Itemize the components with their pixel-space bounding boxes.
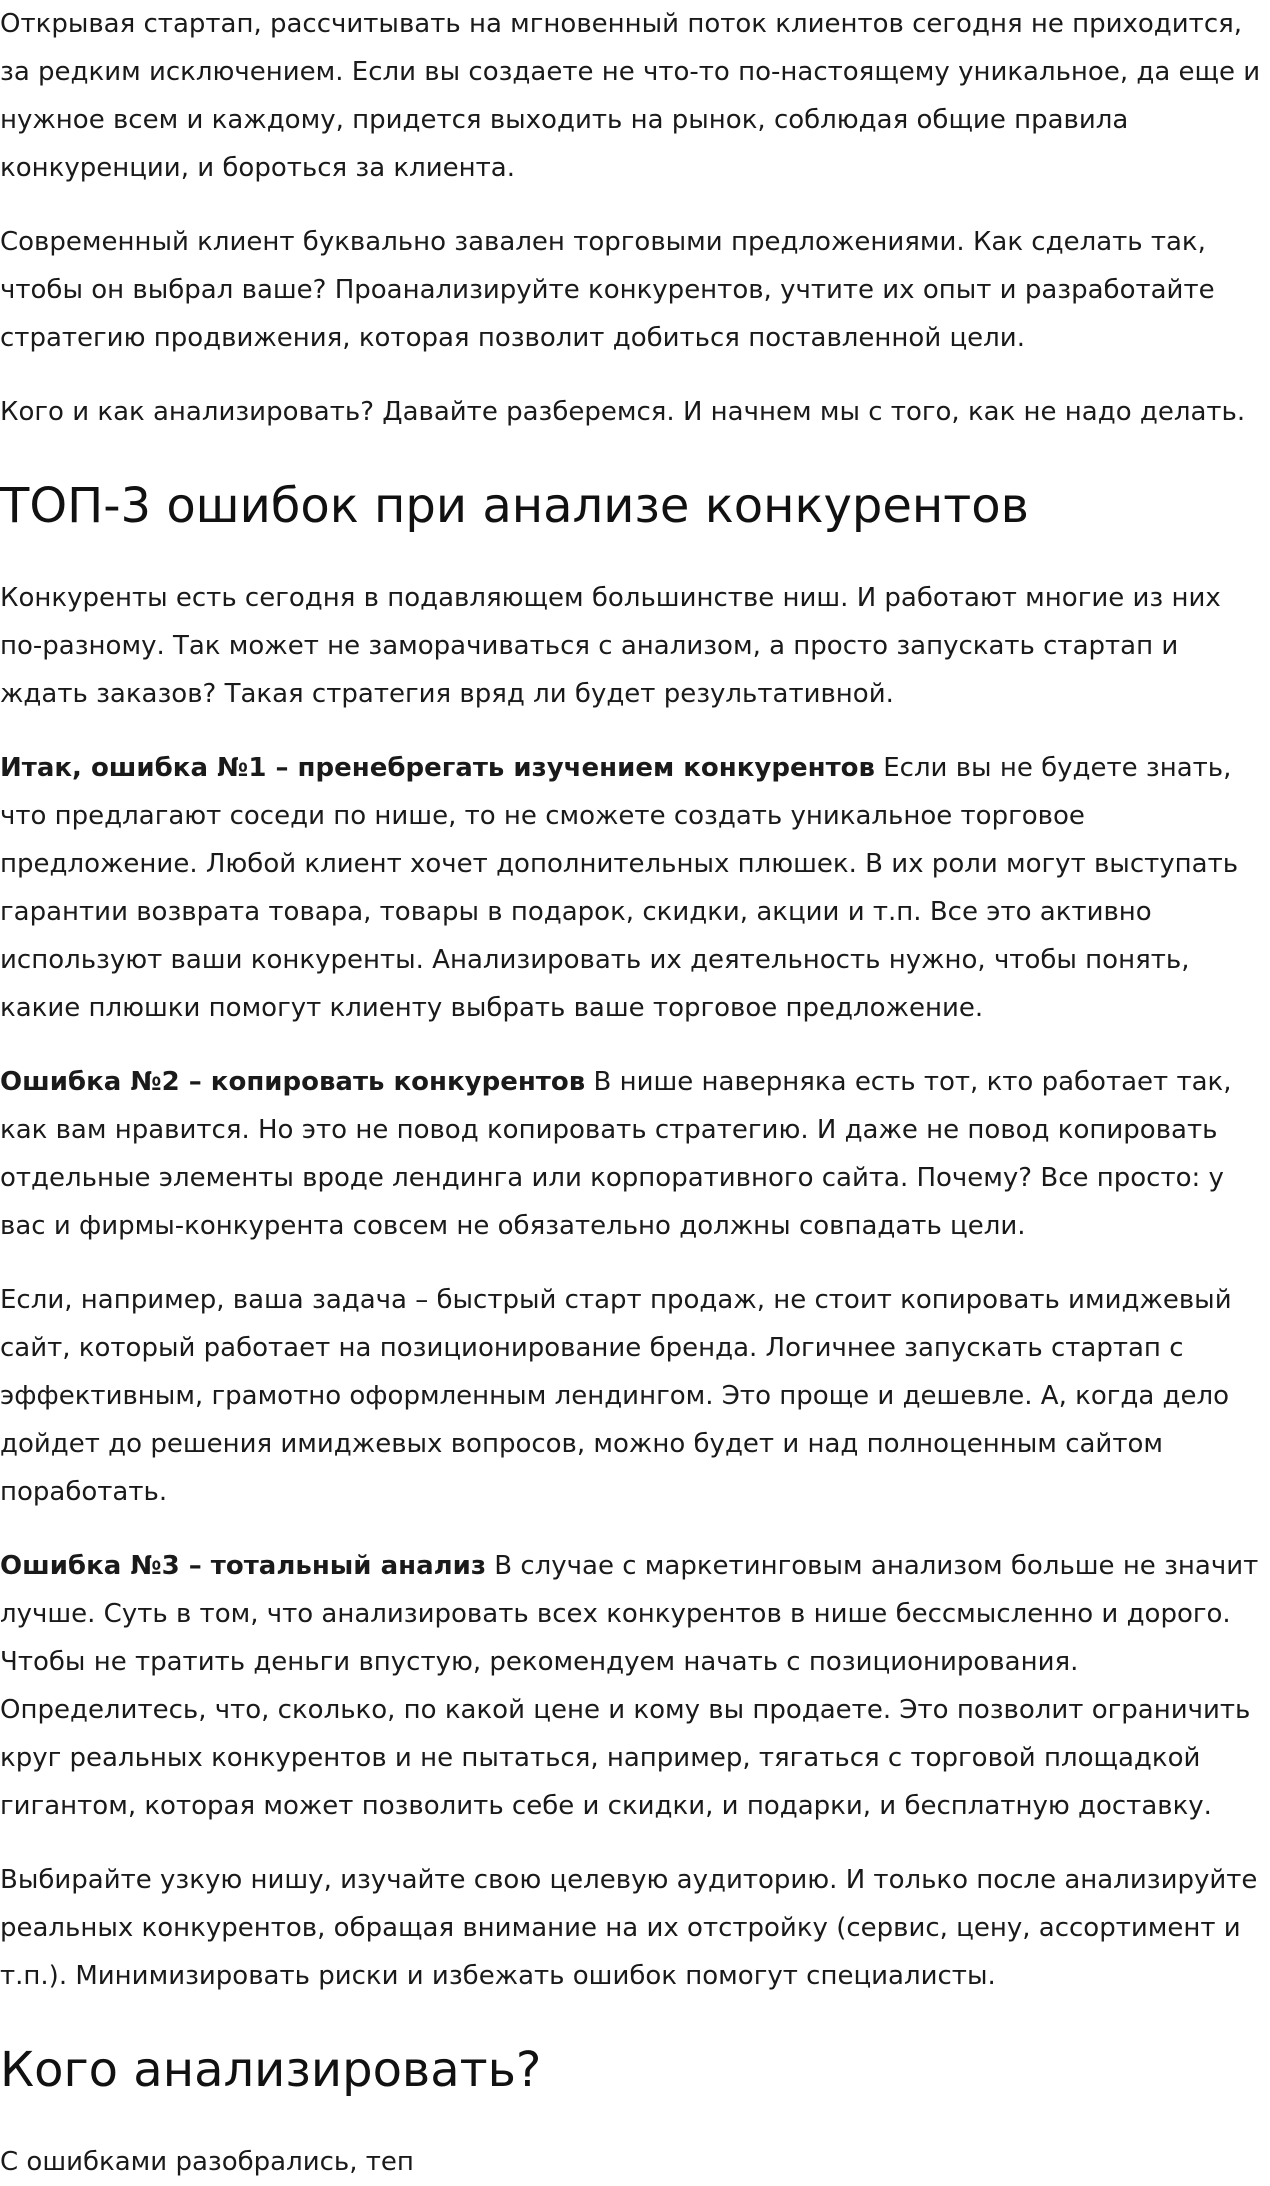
error-3-text: В случае с маркетинговым анализом больше не значит лучше. Суть в том, что анализировать всех конкурентов в нише бессмысленно и дорого. Чтобы не тратить деньги впустую, рекомендуем начать с позиционирования. Определитесь, что, сколько, по какой цене и кому вы продаете. Это позволит ограничить круг реальных конкурентов и не пытаться, например, тягаться с торговой площадкой гигантом, которая может позволить себе и скидки, и подарки, и бесплатную доставку. bbox=[0, 1551, 1259, 1821]
error-1-text: Если вы не будете знать, что предлагают соседи по нише, то не сможете создать уникальное торговое предложение. Любой клиент хочет дополнительных плюшек. В их роли могут выступать гарантии возврата товара, товары в подарок, скидки, акции и т.п. Все это активно используют ваши конкуренты. Анализировать их деятельность нужно, чтобы понять, какие плюшки помогут клиенту выбрать ваше торговое предложение. bbox=[0, 753, 1239, 1023]
section2-paragraph-1: С ошибками разобрались, теп bbox=[0, 2147, 414, 2177]
section-heading-who: Кого анализировать? bbox=[0, 2042, 542, 2098]
intro-paragraph-1: Открывая стартап, рассчитывать на мгновенный поток клиентов сегодня не приходится, за редким исключением. Если вы создаете не что-то по-настоящему уникальное, да еще и нужное всем и каждому, придется выходить на рынок, соблюдая общие правила конкуренции, и бороться за клиента. bbox=[0, 9, 1261, 183]
example-paragraph: Если, например, ваша задача – быстрый старт продаж, не стоит копировать имиджевый сайт, который работает на позиционирование бренда. Логичнее запускать стартап с эффективным, грамотно оформленным лендингом. Это проще и дешевле. А, когда дело дойдет до решения имиджевых вопросов, можно будет и над полноценным сайтом поработать. bbox=[0, 1285, 1232, 1507]
intro-paragraph-3: Кого и как анализировать? Давайте разберемся. И начнем мы с того, как не надо делать. bbox=[0, 397, 1246, 427]
error-2-paragraph bbox=[0, 1058, 1270, 1250]
error-1-lead: Итак, ошибка №1 – пренебрегать изучением конкурентов bbox=[0, 753, 875, 783]
intro-paragraph-2: Современный клиент буквально завален торговыми предложениями. Как сделать так, чтобы он выбрал ваше? Проанализируйте конкурентов, учтите их опыт и разработайте стратегию продвижения, которая позволит добиться поставленной цели. bbox=[0, 227, 1215, 353]
final-paragraph: Выбирайте узкую нишу, изучайте свою целевую аудиторию. И только после анализируйте реальных конкурентов, обращая внимание на их отстройку (сервис, цену, ассортимент и т.п.). Минимизировать риски и избежать ошибок помогут специалисты. bbox=[0, 1865, 1258, 1991]
section-heading-top3: ТОП-3 ошибок при анализе конкурентов bbox=[0, 478, 1029, 534]
error-3-lead: Ошибка №3 – тотальный анализ bbox=[0, 1551, 487, 1581]
error-2-text: В нише наверняка есть тот, кто работает так, как вам нравится. Но это не повод копировать стратегию. И даже не повод копировать отдельные элементы вроде лендинга или корпоративного сайта. Почему? Все просто: у вас и фирмы-конкурента совсем не обязательно должны совпадать цели. bbox=[0, 1067, 1232, 1241]
error-1-paragraph bbox=[0, 744, 1270, 1032]
error-2-lead: Ошибка №2 – копировать конкурентов bbox=[0, 1067, 586, 1097]
error-3-paragraph bbox=[0, 1542, 1270, 1830]
section1-paragraph-1: Конкуренты есть сегодня в подавляющем большинстве ниш. И работают многие из них по-разному. Так может не заморачиваться с анализом, а просто запускать стартап и ждать заказов? Такая стратегия вряд ли будет результативной. bbox=[0, 583, 1221, 709]
